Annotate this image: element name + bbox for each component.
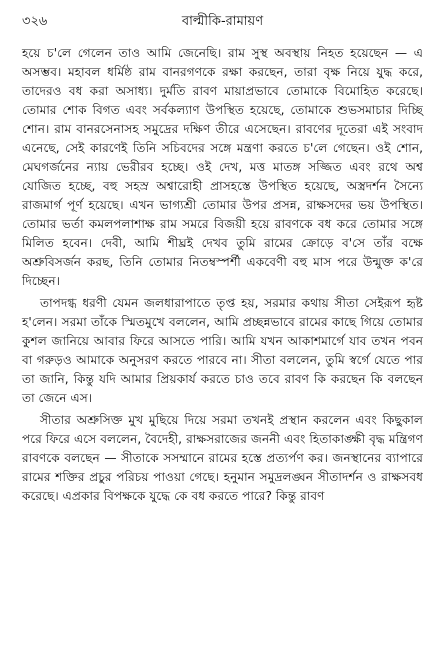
paragraph: হয়ে চ'লে গেলেন তাও আমি জেনেছি। রাম সুস্থ অবস্থায় নিহত হয়েছেন — এ অসম্ভব। মহাবল ধর্মিষ্ঠ রাম বানরগণকে রক্ষা করছেন, তারা বৃক্ষ নিয়ে যুদ্ধ করে, তাদেরও বধ করা অসাধ্য। দুর্মতি রাবণ মায়াপ্রভাবে তোমাকে বিমোহিত করেছে। তোমার শোক বিগত এবং সর্বকল্যাণ উপস্থিত হয়েছে, তোমাকে শুভসমাচার দিচ্ছি শোন। রাম বানরসেনাসহ সমুদ্রের দক্ষিণ তীরে এসেছেন। রাবণের দূতেরা এই সংবাদ এনেছে, সেই কারণেই তিনি সচিবদের সঙ্গে মন্ত্রণা করতে চ'লে গেছেন। ওই শোন, মেঘগর্জনের ন্যায় ভেরীরব হচ্ছে। ওই দেখ, মত্ত মাতঙ্গ সজ্জিত এবং রথে অশ্ব যোজিত হচ্ছে, বহু সহস্র অশ্বারোহী প্রাসহস্তে উপস্থিত হয়েছে, অস্ত্রদর্শন সৈন্যে রাজমার্গ পূর্ণ হয়েছে। এখন ভাগ্যশ্রী তোমার উপর প্রসন্ন, রাক্ষসদের ভয় উপস্থিত। তোমার ভর্তা কমলপলাশাক্ষ রাম সমরে বিজয়ী হয়ে রাবণকে বধ করে তোমার সঙ্গে মিলিত হবেন। দেবী, আমি শীঘ্রই দেখব তুমি রামের ক্রোড়ে ব'সে তাঁর বক্ষে অশ্রুবিসর্জন করছ, তিনি তোমার নিতম্বস্পর্শী একবেণী বহু মাস পরে উন্মুক্ত ক'রে দিচ্ছেন। [22, 46, 423, 288]
page-header [22, 12, 423, 34]
running-title: বাল্মীকি-রামায়ণ [181, 14, 264, 29]
page-body [22, 44, 423, 506]
paragraph: তাপদগ্ধ ধরণী যেমন জলধারাপাতে তৃপ্ত হয়, সরমার কথায় সীতা সেইরূপ হৃষ্ট হ'লেন। সরমা তাঁকে স্মিতমুখে বললেন, আমি প্রচ্ছন্নভাবে রামের কাছে গিয়ে তোমার কুশল জানিয়ে আবার ফিরে আসতে পারি। আমি যখন আকাশমার্গে যাব তখন পবন বা গরুড়ও আমাকে অনুসরণ করতে পারবে না। সীতা বললেন, তুমি স্বর্গে যেতে পার তা জানি, কিন্তু যদি আমার প্রিয়কার্য করতে চাও তবে রাবণ কি করছেন কি বলছেন তা জেনে এস। [22, 296, 423, 405]
page-number: ৩২৬ [22, 14, 48, 29]
paragraph: সীতার অশ্রুসিক্ত মুখ মুছিয়ে দিয়ে সরমা তখনই প্রস্থান করলেন এবং কিছুকাল পরে ফিরে এসে বললেন, বৈদেহী, রাক্ষসরাজের জননী এবং হিতাকাঙ্ক্ষী বৃদ্ধ মন্ত্রিগণ রাবণকে বলছেন — সীতাকে সসম্মানে রামের হস্তে প্রত্যর্পণ কর। জনস্থানের ব্যাপারে রামের শক্তির প্রচুর পরিচয় পাওয়া গেছে। হনুমান সমুদ্রলঙ্ঘন সীতাদর্শন ও রাক্ষসবধ করেছে। এপ্রকার বিপক্ষকে যুদ্ধে কে বধ করতে পারে? কিন্তু রাবণ [22, 413, 423, 503]
